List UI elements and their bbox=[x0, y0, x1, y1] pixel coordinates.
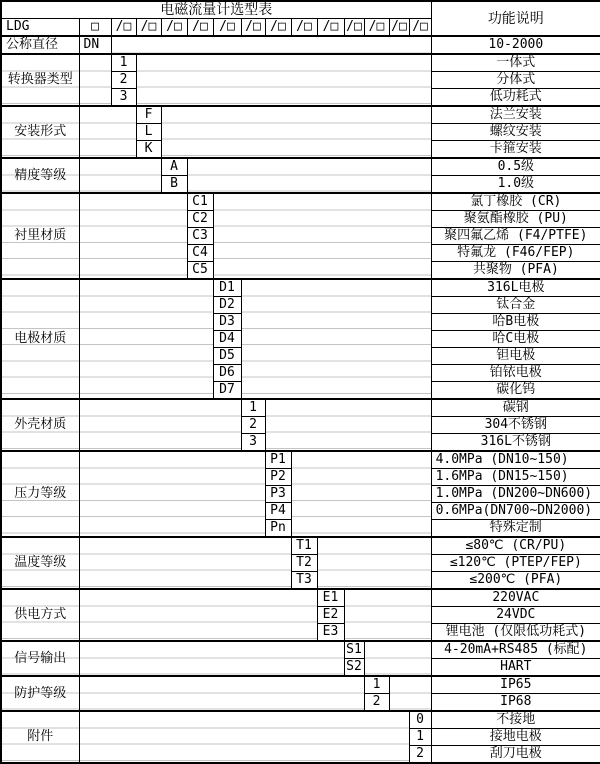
model-code-slot: /□ bbox=[213, 19, 241, 37]
empty-cell bbox=[79, 399, 241, 451]
desc-cell: 0.6MPa(DN700~DN2000) bbox=[431, 503, 600, 520]
empty-cell bbox=[79, 641, 344, 676]
desc-cell: 特殊定制 bbox=[431, 520, 600, 538]
desc-cell: 碳化钨 bbox=[431, 382, 600, 400]
model-code-slot: /□ bbox=[344, 19, 364, 37]
desc-cell: 分体式 bbox=[431, 72, 600, 89]
code-cell: D4 bbox=[213, 331, 241, 348]
code-cell: T1 bbox=[291, 537, 317, 555]
row-label-dn: 公称直径 bbox=[1, 36, 79, 54]
empty-cell bbox=[291, 451, 431, 537]
code-cell: E1 bbox=[317, 589, 344, 607]
desc-cell: 316L不锈钢 bbox=[431, 434, 600, 452]
code-cell: P3 bbox=[265, 486, 291, 503]
empty-cell bbox=[241, 279, 431, 399]
code-cell: L bbox=[136, 124, 161, 141]
code-cell: 1 bbox=[111, 54, 136, 72]
model-code-slot: /□ bbox=[317, 19, 344, 37]
desc-cell: IP68 bbox=[431, 694, 600, 712]
group-label: 温度等级 bbox=[1, 537, 79, 589]
desc-cell: 聚四氟乙烯 (F4/PTFE) bbox=[431, 228, 600, 245]
desc-cell: 法兰安装 bbox=[431, 106, 600, 124]
code-cell: K bbox=[136, 141, 161, 159]
desc-cell: 不接地 bbox=[431, 711, 600, 729]
code-cell: E3 bbox=[317, 624, 344, 642]
code-cell: T2 bbox=[291, 555, 317, 572]
desc-cell: ≤120℃ (PTEP/FEP) bbox=[431, 555, 600, 572]
desc-cell: 聚氨酯橡胶 (PU) bbox=[431, 211, 600, 228]
desc-cell: 1.6MPa (DN15~150) bbox=[431, 469, 600, 486]
code-cell: D5 bbox=[213, 348, 241, 365]
desc-cell: ≤80℃ (CR/PU) bbox=[431, 537, 600, 555]
table-body bbox=[1, 1, 600, 763]
code-cell: T3 bbox=[291, 572, 317, 590]
code-cell: 0 bbox=[409, 711, 431, 729]
model-code-slot: /□ bbox=[161, 19, 187, 37]
code-cell: S2 bbox=[344, 659, 364, 677]
empty-cell bbox=[136, 54, 431, 106]
empty-cell bbox=[364, 641, 431, 676]
code-cell: 2 bbox=[409, 746, 431, 764]
empty-cell bbox=[79, 676, 364, 711]
group-label: 附件 bbox=[1, 711, 79, 763]
code-cell: A bbox=[161, 158, 187, 176]
code-cell: DN bbox=[79, 36, 111, 54]
empty-cell bbox=[213, 193, 431, 279]
desc-cell: 锂电池 (仅限低功耗式) bbox=[431, 624, 600, 642]
code-cell: C4 bbox=[187, 245, 213, 262]
model-code-slot: /□ bbox=[409, 19, 431, 37]
desc-cell: 哈B电极 bbox=[431, 314, 600, 331]
desc-cell: 304不锈钢 bbox=[431, 417, 600, 434]
empty-cell bbox=[317, 537, 431, 589]
code-cell: 1 bbox=[364, 676, 389, 694]
model-code-box: □ bbox=[79, 19, 111, 37]
empty-cell bbox=[187, 158, 431, 193]
desc-cell: 钛合金 bbox=[431, 297, 600, 314]
model-code-slot: /□ bbox=[241, 19, 265, 37]
code-cell: 2 bbox=[364, 694, 389, 712]
code-cell: P4 bbox=[265, 503, 291, 520]
table-title: 电磁流量计选型表 bbox=[1, 1, 431, 19]
desc-cell: 螺纹安装 bbox=[431, 124, 600, 141]
code-cell: D1 bbox=[213, 279, 241, 297]
group-label: 转换器类型 bbox=[1, 54, 79, 106]
code-cell: D3 bbox=[213, 314, 241, 331]
desc-cell: ≤200℃ (PFA) bbox=[431, 572, 600, 590]
desc-cell: 1.0级 bbox=[431, 176, 600, 194]
desc-cell: 10-2000 bbox=[431, 36, 600, 54]
code-cell: B bbox=[161, 176, 187, 194]
group-label: 精度等级 bbox=[1, 158, 79, 193]
model-prefix: LDG bbox=[1, 19, 79, 37]
code-cell: 2 bbox=[111, 72, 136, 89]
code-cell: 1 bbox=[241, 399, 265, 417]
code-cell: S1 bbox=[344, 641, 364, 659]
desc-cell: 接地电极 bbox=[431, 729, 600, 746]
desc-cell: 1.0MPa (DN200~DN600) bbox=[431, 486, 600, 503]
empty-cell bbox=[265, 399, 431, 451]
group-label: 安装形式 bbox=[1, 106, 79, 158]
desc-cell: 4.0MPa (DN10~150) bbox=[431, 451, 600, 469]
empty-cell bbox=[389, 676, 431, 711]
empty-cell bbox=[79, 537, 291, 589]
empty-cell bbox=[79, 279, 213, 399]
model-code-slot: /□ bbox=[111, 19, 136, 37]
code-cell: C3 bbox=[187, 228, 213, 245]
model-code-slot: /□ bbox=[187, 19, 213, 37]
code-cell: C1 bbox=[187, 193, 213, 211]
empty-cell bbox=[79, 54, 111, 106]
desc-cell: 24VDC bbox=[431, 607, 600, 624]
code-cell: 1 bbox=[409, 729, 431, 746]
code-cell: 3 bbox=[241, 434, 265, 452]
desc-cell: 碳钢 bbox=[431, 399, 600, 417]
desc-cell: 4-20mA+RS485 (标配) bbox=[431, 641, 600, 659]
empty-cell bbox=[79, 193, 187, 279]
desc-cell: 低功耗式 bbox=[431, 89, 600, 107]
code-cell: D6 bbox=[213, 365, 241, 382]
desc-cell: 特氟龙 (F46/FEP) bbox=[431, 245, 600, 262]
empty-cell bbox=[79, 158, 161, 193]
empty-cell bbox=[79, 711, 409, 763]
code-cell: C2 bbox=[187, 211, 213, 228]
group-label: 压力等级 bbox=[1, 451, 79, 537]
desc-cell: 铂铱电极 bbox=[431, 365, 600, 382]
code-cell: C5 bbox=[187, 262, 213, 280]
empty-cell bbox=[79, 589, 317, 641]
empty-cell bbox=[161, 106, 431, 158]
desc-cell: 共聚物 (PFA) bbox=[431, 262, 600, 280]
desc-cell: 钽电极 bbox=[431, 348, 600, 365]
desc-cell: 220VAC bbox=[431, 589, 600, 607]
desc-header: 功能说明 bbox=[431, 1, 600, 36]
model-code-slot: /□ bbox=[136, 19, 161, 37]
desc-cell: HART bbox=[431, 659, 600, 677]
desc-cell: 一体式 bbox=[431, 54, 600, 72]
group-label: 外壳材质 bbox=[1, 399, 79, 451]
code-cell: F bbox=[136, 106, 161, 124]
model-code-slot: /□ bbox=[291, 19, 317, 37]
code-cell: Pn bbox=[265, 520, 291, 538]
group-label: 衬里材质 bbox=[1, 193, 79, 279]
desc-cell: 0.5级 bbox=[431, 158, 600, 176]
empty-cell bbox=[344, 589, 431, 641]
group-label: 防护等级 bbox=[1, 676, 79, 711]
desc-cell: 卡箍安装 bbox=[431, 141, 600, 159]
code-cell: D7 bbox=[213, 382, 241, 400]
empty-cell bbox=[111, 36, 431, 54]
code-cell: 2 bbox=[241, 417, 265, 434]
group-label: 供电方式 bbox=[1, 589, 79, 641]
model-code-slot: /□ bbox=[265, 19, 291, 37]
desc-cell: 氯丁橡胶 (CR) bbox=[431, 193, 600, 211]
code-cell: D2 bbox=[213, 297, 241, 314]
model-code-slot: /□ bbox=[364, 19, 389, 37]
group-label: 信号输出 bbox=[1, 641, 79, 676]
desc-cell: 刮刀电极 bbox=[431, 746, 600, 764]
code-cell: P2 bbox=[265, 469, 291, 486]
desc-cell: 316L电极 bbox=[431, 279, 600, 297]
empty-cell bbox=[79, 451, 265, 537]
desc-cell: IP65 bbox=[431, 676, 600, 694]
group-label: 电极材质 bbox=[1, 279, 79, 399]
code-cell: P1 bbox=[265, 451, 291, 469]
empty-cell bbox=[79, 106, 136, 158]
code-cell: E2 bbox=[317, 607, 344, 624]
desc-cell: 哈C电极 bbox=[431, 331, 600, 348]
code-cell: 3 bbox=[111, 89, 136, 107]
model-code-slot: /□ bbox=[389, 19, 409, 37]
